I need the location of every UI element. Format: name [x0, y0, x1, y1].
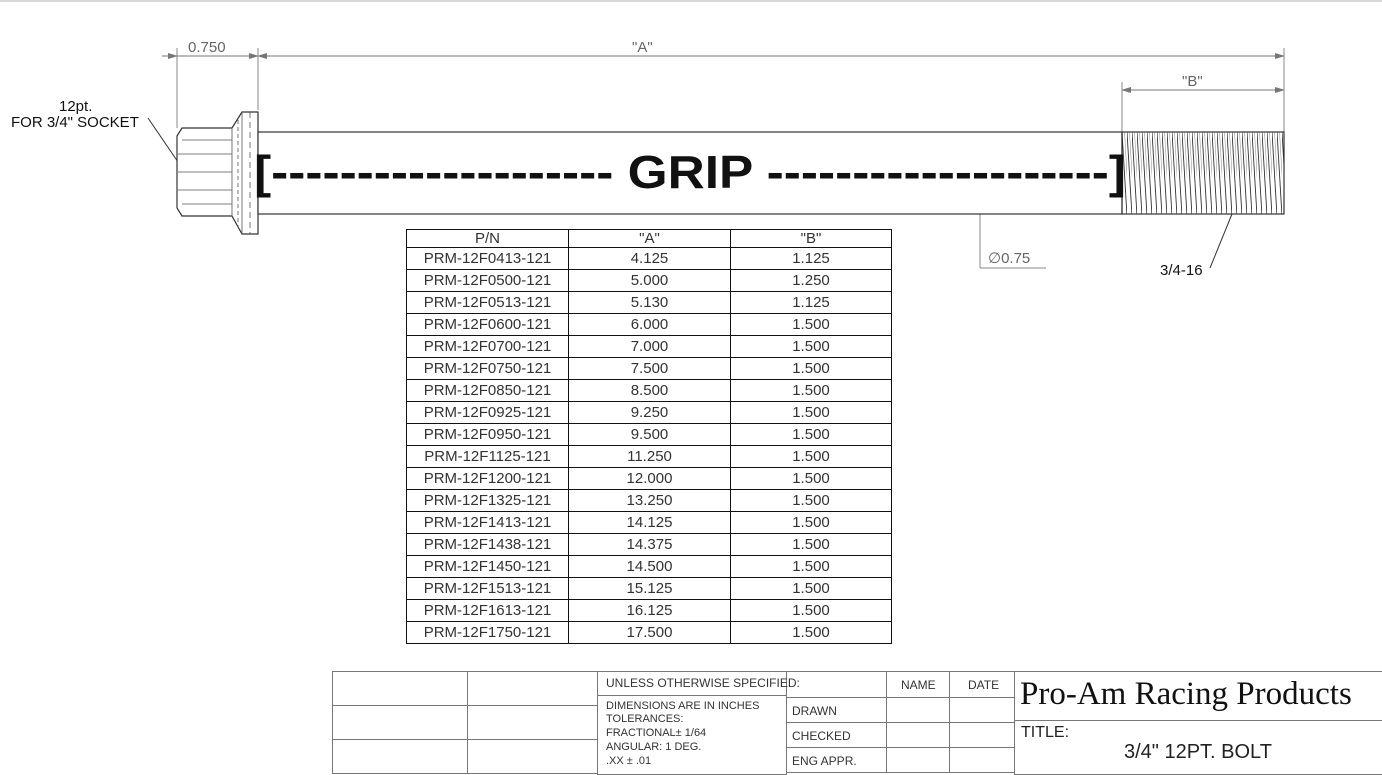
angular-text: ANGULAR: 1 DEG. — [606, 741, 702, 753]
thread-b-cell: 1.500 — [731, 424, 892, 446]
bolt-thread — [1122, 132, 1284, 214]
thread-leader — [1210, 214, 1232, 268]
thread-b-cell: 1.500 — [731, 380, 892, 402]
thread-b-cell: 1.500 — [731, 622, 892, 644]
decimal-text: .XX ± .01 — [606, 755, 652, 767]
table-row — [407, 270, 892, 292]
part-number-cell: PRM-12F0850-121 — [407, 380, 569, 402]
table-row — [407, 578, 892, 600]
length-a-cell: 14.125 — [569, 512, 731, 534]
grip-label: [-------------------- GRIP --------------------] — [254, 146, 1126, 198]
part-number-cell: PRM-12F1750-121 — [407, 622, 569, 644]
table-row — [407, 622, 892, 644]
length-a-cell: 4.125 — [569, 248, 731, 270]
part-number-cell: PRM-12F0700-121 — [407, 336, 569, 358]
table-row — [407, 314, 892, 336]
date-cell — [949, 697, 1015, 723]
length-a-cell: 9.500 — [569, 424, 731, 446]
thread-b-cell: 1.500 — [731, 512, 892, 534]
table-row — [407, 292, 892, 314]
thread-b-cell: 1.500 — [731, 556, 892, 578]
length-a-cell: 5.000 — [569, 270, 731, 292]
part-number-cell: PRM-12F1325-121 — [407, 490, 569, 512]
part-number-cell: PRM-12F0513-121 — [407, 292, 569, 314]
unless-specified-text: UNLESS OTHERWISE SPECIFIED: — [606, 676, 800, 690]
thread-b-cell: 1.500 — [731, 600, 892, 622]
title-label: TITLE: — [1021, 724, 1070, 741]
part-number-cell: PRM-12F0500-121 — [407, 270, 569, 292]
part-number-cell: PRM-12F1613-121 — [407, 600, 569, 622]
part-number-cell: PRM-12F1125-121 — [407, 446, 569, 468]
table-row — [407, 468, 892, 490]
name-header: NAME — [901, 678, 936, 692]
dimensions-text: DIMENSIONS ARE IN INCHES — [606, 700, 760, 712]
table-row — [407, 358, 892, 380]
part-number-cell: PRM-12F0600-121 — [407, 314, 569, 336]
table-row — [407, 380, 892, 402]
tolerances-text: TOLERANCES: — [606, 713, 684, 725]
table-row — [407, 490, 892, 512]
length-a-cell: 8.500 — [569, 380, 731, 402]
thread-b-cell: 1.500 — [731, 578, 892, 600]
table-row — [407, 600, 892, 622]
revision-cell — [467, 739, 598, 774]
thread-callout: 3/4-16 — [1160, 262, 1203, 279]
role-cell — [786, 671, 887, 698]
length-a-cell: 12.000 — [569, 468, 731, 490]
table-row — [407, 402, 892, 424]
date-cell — [949, 722, 1015, 748]
part-number-cell: PRM-12F0750-121 — [407, 358, 569, 380]
checked-label: CHECKED — [792, 729, 851, 743]
table-header-row — [407, 230, 892, 248]
length-a-cell: 6.000 — [569, 314, 731, 336]
thread-b-cell: 1.500 — [731, 446, 892, 468]
part-number-cell: PRM-12F1450-121 — [407, 556, 569, 578]
header-b: "B" — [731, 230, 892, 248]
revision-cell — [332, 705, 468, 740]
length-a-cell: 15.125 — [569, 578, 731, 600]
part-number-cell: PRM-12F1413-121 — [407, 512, 569, 534]
header-a: "A" — [569, 230, 731, 248]
thread-b-cell: 1.500 — [731, 468, 892, 490]
name-cell — [886, 747, 950, 773]
dim-b-label: "B" — [1182, 73, 1203, 90]
socket-leader — [148, 118, 178, 162]
length-a-cell: 14.375 — [569, 534, 731, 556]
length-a-cell: 7.500 — [569, 358, 731, 380]
note-12pt: 12pt. — [59, 98, 93, 115]
length-a-cell: 14.500 — [569, 556, 731, 578]
header-pn: P/N — [407, 230, 569, 248]
revision-cell — [467, 705, 598, 740]
table-row — [407, 446, 892, 468]
eng-appr-label: ENG APPR. — [792, 754, 857, 768]
table-row — [407, 248, 892, 270]
length-a-cell: 11.250 — [569, 446, 731, 468]
table-row — [407, 336, 892, 358]
length-a-cell: 17.500 — [569, 622, 731, 644]
part-number-cell: PRM-12F1200-121 — [407, 468, 569, 490]
thread-b-cell: 1.500 — [731, 490, 892, 512]
part-number-cell: PRM-12F0950-121 — [407, 424, 569, 446]
table-row — [407, 534, 892, 556]
thread-b-cell: 1.125 — [731, 292, 892, 314]
thread-b-cell: 1.250 — [731, 270, 892, 292]
fractional-text: FRACTIONAL± 1/64 — [606, 727, 707, 739]
length-a-cell: 7.000 — [569, 336, 731, 358]
part-number-cell: PRM-12F1513-121 — [407, 578, 569, 600]
part-number-cell: PRM-12F0925-121 — [407, 402, 569, 424]
table-row — [407, 424, 892, 446]
thread-b-cell: 1.500 — [731, 358, 892, 380]
company-name: Pro-Am Racing Products — [1020, 676, 1352, 712]
name-cell — [886, 697, 950, 723]
thread-b-cell: 1.125 — [731, 248, 892, 270]
revision-cell — [332, 739, 468, 774]
part-number-table — [406, 229, 892, 644]
thread-b-cell: 1.500 — [731, 314, 892, 336]
part-number-cell: PRM-12F1438-121 — [407, 534, 569, 556]
drawn-label: DRAWN — [792, 704, 837, 718]
thread-b-cell: 1.500 — [731, 336, 892, 358]
length-a-cell: 9.250 — [569, 402, 731, 424]
revision-cell — [332, 671, 468, 706]
table-body — [407, 248, 892, 644]
name-cell — [886, 722, 950, 748]
length-a-cell: 5.130 — [569, 292, 731, 314]
date-cell — [949, 747, 1015, 773]
note-socket: FOR 3/4" SOCKET — [11, 114, 139, 131]
part-number-cell: PRM-12F0413-121 — [407, 248, 569, 270]
bolt-head — [177, 112, 258, 234]
dim-diameter-label: ∅0.75 — [988, 250, 1031, 267]
dim-head-label: 0.750 — [188, 39, 226, 56]
table-row — [407, 556, 892, 578]
length-a-cell: 16.125 — [569, 600, 731, 622]
length-a-cell: 13.250 — [569, 490, 731, 512]
dim-a-label: "A" — [632, 39, 653, 56]
thread-b-cell: 1.500 — [731, 402, 892, 424]
revision-cell — [467, 671, 598, 706]
table-row — [407, 512, 892, 534]
date-header: DATE — [968, 678, 1000, 692]
thread-b-cell: 1.500 — [731, 534, 892, 556]
title-value: 3/4" 12PT. BOLT — [1124, 741, 1272, 763]
